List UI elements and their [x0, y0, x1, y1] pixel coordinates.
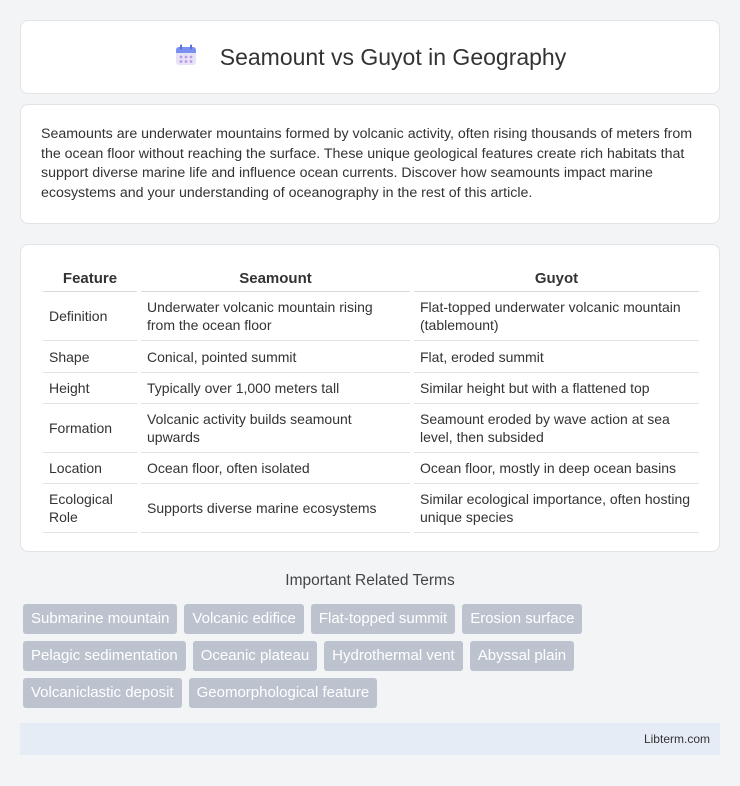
table-row — [43, 404, 699, 453]
table-row — [43, 341, 699, 373]
row-seamount: Volcanic activity builds seamount upwards — [141, 404, 410, 453]
intro-text: Seamounts are underwater mountains formed by volcanic activity, often rising thousands of meters from the ocean floor without reaching the surface. These unique geological features create rich habitats that support diverse marine life and influence ocean currents. Discover how seamounts impact marine ecosystems and your understanding of oceanography in the rest of this article. — [41, 126, 693, 201]
comparison-table-card — [20, 244, 720, 552]
tag-oceanic-plateau[interactable]: Oceanic plateau — [193, 641, 317, 671]
row-feature: Shape — [43, 341, 137, 373]
table-header-row — [43, 267, 699, 292]
header-guyot: Guyot — [414, 267, 699, 292]
calendar-icon — [174, 43, 198, 72]
tag-geomorphological-feature[interactable]: Geomorphological feature — [189, 678, 378, 708]
tag-hydrothermal-vent[interactable]: Hydrothermal vent — [324, 641, 463, 671]
tag-row — [23, 641, 723, 671]
tag-row — [23, 678, 723, 708]
footer-site-link[interactable]: Libterm.com — [643, 732, 710, 746]
row-seamount: Ocean floor, often isolated — [141, 453, 410, 484]
row-guyot: Ocean floor, mostly in deep ocean basins — [414, 453, 699, 484]
row-feature: Ecological Role — [43, 484, 137, 533]
header-seamount: Seamount — [141, 267, 410, 292]
row-guyot: Flat, eroded summit — [414, 341, 699, 373]
table-row — [43, 484, 699, 533]
table-row — [43, 453, 699, 484]
header-feature: Feature — [43, 267, 137, 292]
tag-pelagic-sedimentation[interactable]: Pelagic sedimentation — [23, 641, 186, 671]
row-feature: Location — [43, 453, 137, 484]
row-guyot: Similar height but with a flattened top — [414, 373, 699, 404]
row-seamount: Typically over 1,000 meters tall — [141, 373, 410, 404]
tag-submarine-mountain[interactable]: Submarine mountain — [23, 604, 177, 634]
related-terms-title: Important Related Terms — [285, 572, 455, 589]
tag-volcanic-edifice[interactable]: Volcanic edifice — [184, 604, 303, 634]
row-feature: Height — [43, 373, 137, 404]
footer — [20, 723, 720, 755]
tag-row — [23, 604, 723, 634]
page-title: Seamount vs Guyot in Geography — [219, 43, 567, 70]
comparison-table — [43, 267, 699, 533]
intro-card — [20, 104, 720, 224]
tag-flat-topped-summit[interactable]: Flat-topped summit — [311, 604, 455, 634]
tag-abyssal-plain[interactable]: Abyssal plain — [470, 641, 574, 671]
row-seamount: Underwater volcanic mountain rising from the ocean floor — [141, 292, 410, 341]
row-seamount: Conical, pointed summit — [141, 341, 410, 373]
header-card — [20, 20, 720, 94]
row-guyot: Similar ecological importance, often hosting unique species — [414, 484, 699, 533]
row-feature: Formation — [43, 404, 137, 453]
row-feature: Definition — [43, 292, 137, 341]
row-guyot: Seamount eroded by wave action at sea level, then subsided — [414, 404, 699, 453]
row-guyot: Flat-topped underwater volcanic mountain (tablemount) — [414, 292, 699, 341]
tag-erosion-surface[interactable]: Erosion surface — [462, 604, 582, 634]
title-wrap — [174, 43, 566, 72]
tag-volcaniclastic-deposit[interactable]: Volcaniclastic deposit — [23, 678, 182, 708]
table-row — [43, 373, 699, 404]
row-seamount: Supports diverse marine ecosystems — [141, 484, 410, 533]
table-row — [43, 292, 699, 341]
related-terms-tags — [23, 604, 723, 715]
